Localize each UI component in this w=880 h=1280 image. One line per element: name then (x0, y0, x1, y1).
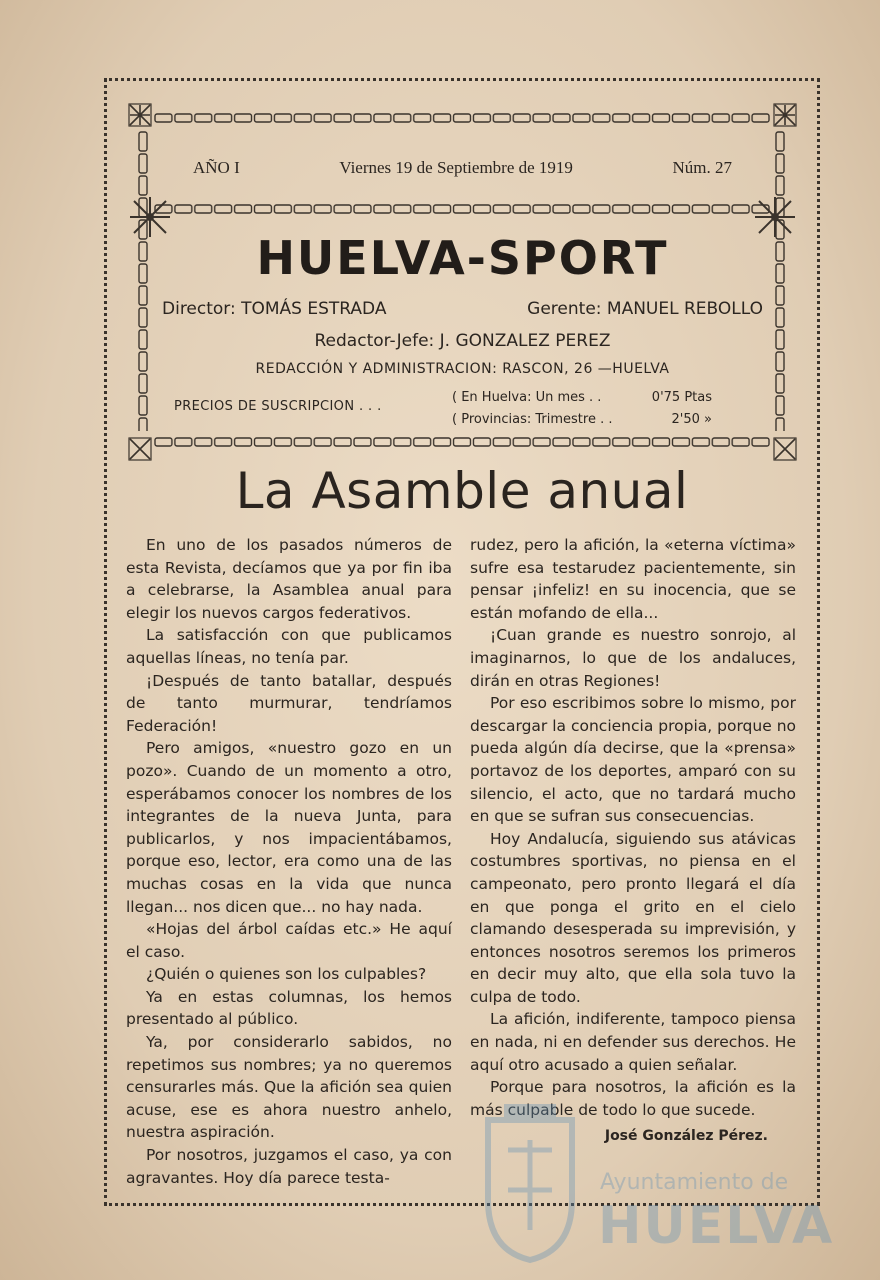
masthead (128, 103, 797, 461)
article-right-column (470, 534, 796, 1148)
paragraph: Ya en estas columnas, los hemos presentado al público. (126, 987, 452, 1029)
masthead-top-border (154, 113, 771, 123)
issue-info-row (193, 158, 732, 178)
masthead-bottom-border (154, 437, 771, 447)
subscription-line: ( Provincias: Trimestre . . 2'50 » (452, 412, 712, 427)
paragraph: ¡Después de tanto batallar, después de tanto murmurar, tendríamos Federación! (126, 671, 452, 735)
article-headline: La Asamble anual (235, 462, 689, 520)
author-signature: José González Pérez. (604, 1128, 768, 1145)
staff-row (162, 299, 763, 319)
paragraph: La satisfacción con que publicamos aquellas líneas, no tenía par. (126, 626, 452, 667)
paragraph: ¿Quién o quienes son los culpables? (146, 965, 427, 984)
paragraph: Por nosotros, juzgamos el caso, ya con agravantes. Hoy día parece testa- (126, 1146, 452, 1187)
paragraph: Hoy Andalucía, siguiendo sus atávicas costumbres sportivas, no piensa en el campeonato, pero pronto llegará el día en que ponga el grito en el cielo clamando desesperada su imprevisión, y entonces nosotros seremos los primeros en decir muy alto, que ella sola tuvo la culpa de todo. (470, 829, 796, 1006)
paragraph: «Hojas del árbol caídas etc.» He aquí el caso. (126, 920, 452, 961)
publication-title: HUELVA-SPORT (256, 231, 669, 285)
paragraph: Ya, por considerarlo sabidos, no repetimos sus nombres; ya no queremos censurarles más. Que la afición sea quien acuse, ese es ahora nuestro anhelo, nuestra aspiración. (126, 1033, 452, 1142)
watermark-big-text: HUELVA (598, 1196, 835, 1256)
subscription-prices (174, 387, 757, 431)
issue-date: Viernes 19 de Septiembre de 1919 (339, 158, 573, 177)
paragraph: rudez, pero la afición, la «eterna víctima» sufre esa testarudez pacientemente, sin pensar ¡infeliz! en su inocencia, que se están mofando de ella... (470, 536, 796, 622)
corner-ornament-icon (128, 437, 152, 461)
manager-credit: Gerente: MANUEL REBOLLO (527, 299, 763, 319)
article-left-column (126, 534, 452, 1189)
paragraph: En uno de los pasados números de esta Revista, decíamos que ya por fin iba a celebrarse, la Asamblea anual para elegir los nuevos cargos federativos. (126, 536, 452, 622)
issue-number: Núm. 27 (672, 158, 732, 177)
subscription-line: ( En Huelva: Un mes . . 0'75 Ptas (452, 390, 712, 405)
director-credit: Director: TOMÁS ESTRADA (162, 299, 387, 319)
subscription-label: PRECIOS DE SUSCRIPCION . . . (174, 399, 382, 414)
paragraph: Por eso escribimos sobre lo mismo, por descargar la conciencia propia, porque no pueda algún día decirse, que la «prensa» portavoz de los deportes, amparó con su silencio, el acto, que no tardará mucho en que se sufran sus consecuencias. (470, 694, 796, 826)
administration-address: REDACCIÓN Y ADMINISTRACION: RASCON, 26 —HUELVA (255, 361, 670, 377)
masthead-middle-border (154, 204, 771, 214)
editor-credit: Redactor-Jefe: J. GONZALEZ PEREZ (314, 331, 611, 351)
corner-ornament-icon (128, 103, 152, 127)
paragraph: Porque para nosotros, la afición es la más culpable de todo lo que sucede. (470, 1078, 796, 1119)
issue-year: AÑO I (193, 158, 240, 177)
watermark-small-text: Ayuntamiento de (600, 1170, 789, 1195)
paragraph: La afición, indiferente, tampoco piensa en nada, ni en defender sus derechos. He aquí otro acusado a quien señalar. (470, 1010, 796, 1074)
corner-ornament-icon (773, 103, 797, 127)
paragraph: ¡Cuan grande es nuestro sonrojo, al imaginarnos, lo que de los andaluces, dirán en otras Regiones! (470, 626, 796, 690)
corner-ornament-icon (773, 437, 797, 461)
paragraph: Pero amigos, «nuestro gozo en un pozo». Cuando de un momento a otro, esperábamos conocer los nombres de los integrantes de la nueva Junta, para publicarlos, y nos impacientábamos, porque eso, lector, era como una de las muchas cosas en la vida que nunca llegan... nos dicen que... no hay nada. (126, 739, 452, 916)
